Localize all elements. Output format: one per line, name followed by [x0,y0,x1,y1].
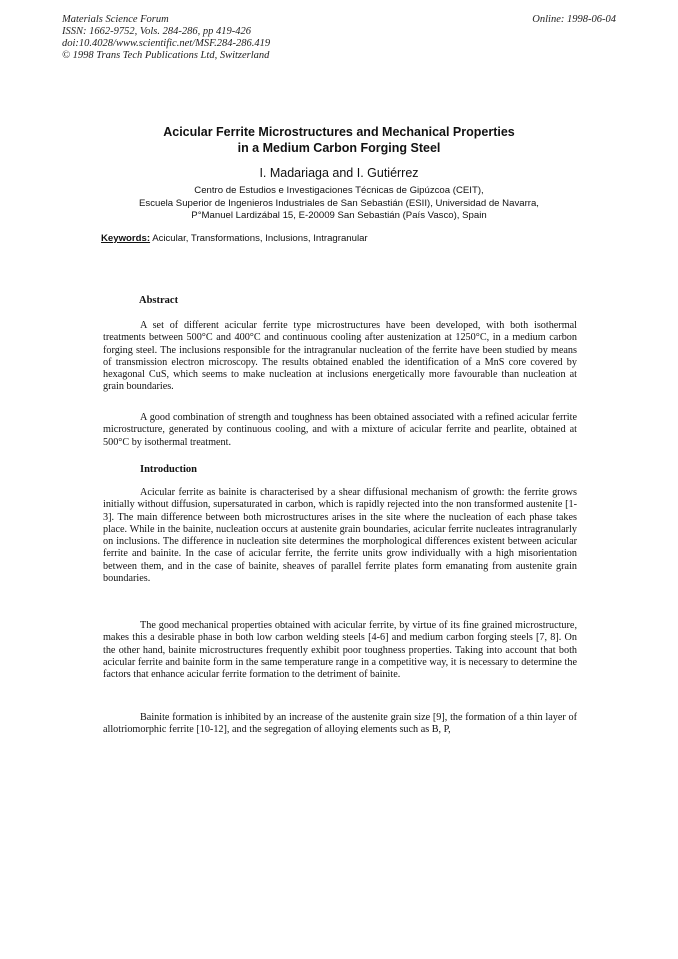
keywords-text: Acicular, Transformations, Inclusions, Intragranular [152,233,368,244]
citation-header [62,14,270,62]
affiliation-line-3: P°Manuel Lardizábal 15, E-20009 San Sebastián (País Vasco), Spain [191,210,487,221]
abstract-paragraph-1: A set of different acicular ferrite type microstructures have been developed, with both isothermal treatments between 500°C and 400°C and continuous cooling after austenization at 1250°C, in a medium carbon forging steel. The inclusions responsible for the intragranular nucleation of the ferrite have been studied by means of transmission electron microscopy. The results obtained enabled the identification of a MnS core covered by hexagonal CuS, which seems to make nucleation at inclusions energetically more favourable than nucleation at grain boundaries. [103,320,577,393]
copyright-line: © 1998 Trans Tech Publications Ltd, Switzerland [62,50,270,61]
affiliation-line-2: Escuela Superior de Ingenieros Industriales de San Sebastián (ESII), Universidad de Navarra, [139,197,539,209]
abstract-paragraph-2: A good combination of strength and toughness has been obtained associated with a refined acicular ferrite microstructure, generated by continuous cooling, and with a mixture of acicular ferrite and pearlite, obtained at 500°C by isothermal treatment. [103,412,577,448]
keywords [101,233,368,244]
issn-line: ISSN: 1662-9752, Vols. 284-286, pp 419-426 [62,26,251,37]
title-line-1: Acicular Ferrite Microstructures and Mechanical Properties [163,125,515,139]
doi-line[interactable]: doi:10.4028/www.scientific.net/MSF.284-286.419 [62,38,271,49]
introduction-paragraph-2: The good mechanical properties obtained with acicular ferrite, by virtue of its fine grained microstructure, makes this a desirable phase in both low carbon welding steels [4-6] and medium carbon forging steels [7, 8]. On the other hand, bainite microstructures frequently exhibit poor toughness properties. Taking into account that both acicular ferrite and bainite form in the same temperature range in a competitive way, it is necessary to determine the factors that enhance acicular ferrite formation to the detriment of bainite. [103,620,577,680]
title-line-2: in a Medium Carbon Forging Steel [237,141,441,155]
keywords-label: Keywords: [101,233,151,244]
introduction-heading: Introduction [140,464,197,475]
journal-name: Materials Science Forum [62,14,169,25]
paper-title [0,124,678,156]
introduction-paragraph-3: Bainite formation is inhibited by an increase of the austenite grain size [9], the formation of a thin layer of allotriomorphic ferrite [10-12], and the segregation of alloying elements such as B, P, [103,712,577,736]
abstract-heading: Abstract [139,295,179,306]
affiliation-line-1: Centro de Estudios e Investigaciones Técnicas de Gipúzcoa (CEIT), [194,185,484,196]
affiliation [0,185,678,223]
online-date: Online: 1998-06-04 [532,14,616,25]
authors: I. Madariaga and I. Gutiérrez [259,166,419,180]
introduction-paragraph-1: Acicular ferrite as bainite is characterised by a shear diffusional mechanism of growth: the ferrite grows initially without diffusion, supersaturated in carbon, which is rapidly rejected into the non transformed austenite [1-3]. The main difference between both microstructures arises in the site where the nucleation of each phase takes place. While in the bainite, nucleation occurs at austenite grain boundaries, acicular ferrite nucleates intragranularly on inclusions. The difference in nucleation site determines the morphological differences existent between acicular ferrite and bainite. In the case of acicular ferrite, the ferrite units grow individually with a high misorientation between them, and in the case of bainite, sheaves of parallel ferrite plates form emanating from austenite grain boundaries. [103,487,577,584]
